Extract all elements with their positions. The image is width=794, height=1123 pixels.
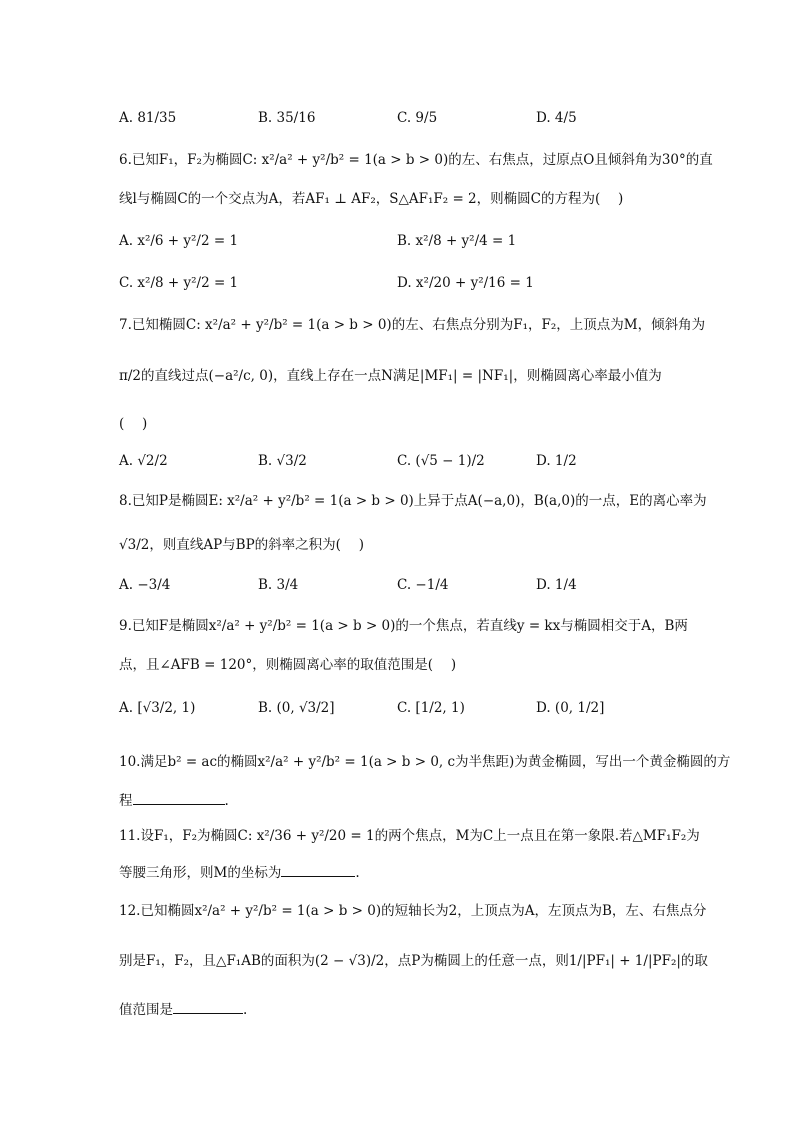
q11-stem-line-1: 11.设F₁，F₂为椭圆C: x²/36 + y²/20 = 1的两个焦点，M为C上一点且在第一象限.若△MF₁F₂为: [119, 828, 700, 844]
q5-option-c: C. 9/5: [397, 110, 438, 126]
q8-options: [119, 575, 679, 595]
q7-option-d: D. 1/2: [536, 453, 577, 469]
q8-option-a: A. −3/4: [119, 577, 171, 593]
q9-option-d: D. (0, 1/2]: [536, 700, 605, 716]
q6-stem-line-2: 线l与椭圆C的一个交点为A，若AF₁ ⊥ AF₂，S△AF₁F₂ = 2，则椭圆C的方程为( ): [119, 191, 624, 207]
q10-period: .: [224, 793, 229, 809]
q7-option-c: C. (√5 − 1)/2: [397, 453, 485, 469]
q8-stem-line-2: √3/2，则直线AP与BP的斜率之积为( ): [119, 537, 364, 553]
q7-options: [119, 451, 679, 471]
q9-option-c: C. [1/2, 1): [397, 700, 465, 716]
q11-period: .: [355, 865, 360, 881]
q6-options-row-2: [119, 273, 679, 293]
q12-stem-text: 值范围是: [119, 1002, 173, 1018]
q11-stem-line-2: [119, 862, 689, 883]
q9-option-b: B. (0, √3/2]: [258, 700, 335, 716]
q6-option-a: A. x²/6 + y²/2 = 1: [119, 233, 239, 249]
q12-stem-line-2: 别是F₁，F₂，且△F₁AB的面积为(2 − √3)/2，点P为椭圆上的任意一点，则1/|PF₁| + 1/|PF₂|的取: [119, 953, 708, 969]
q11-answer-blank[interactable]: [281, 862, 355, 877]
q9-option-a: A. [√3/2, 1): [119, 700, 196, 716]
q11-stem-text: 等腰三角形，则M的坐标为: [119, 865, 282, 881]
q9-options: [119, 698, 679, 718]
q12-stem-line-3: [119, 999, 689, 1020]
q8-stem-line-1: 8.已知P是椭圆E: x²/a² + y²/b² = 1(a > b > 0)上异于点A(−a,0)，B(a,0)的一点，E的离心率为: [119, 493, 707, 509]
q7-option-a: A. √2/2: [119, 453, 168, 469]
q12-answer-blank[interactable]: [173, 999, 243, 1014]
q6-options-row-1: [119, 231, 679, 251]
q10-answer-blank[interactable]: [133, 790, 225, 805]
q6-option-c: C. x²/8 + y²/2 = 1: [119, 275, 239, 291]
q5-option-a: A. 81/35: [119, 110, 177, 126]
q6-option-d: D. x²/20 + y²/16 = 1: [397, 275, 534, 291]
q12-period: .: [243, 1002, 248, 1018]
q10-stem-text: 程: [119, 793, 133, 809]
q12-stem-line-1: 12.已知椭圆x²/a² + y²/b² = 1(a > b > 0)的短轴长为2，上顶点为A，左顶点为B，左、右焦点分: [119, 903, 707, 919]
q5-option-b: B. 35/16: [258, 110, 316, 126]
q8-option-d: D. 1/4: [536, 577, 577, 593]
q10-stem-line-2: [119, 790, 689, 811]
q9-stem-line-1: 9.已知F是椭圆x²/a² + y²/b² = 1(a > b > 0)的一个焦点，若直线y = kx与椭圆相交于A，B两: [119, 618, 688, 634]
q9-stem-line-2: 点，且∠AFB = 120°，则椭圆离心率的取值范围是( ): [119, 657, 457, 673]
q8-option-c: C. −1/4: [397, 577, 449, 593]
q8-option-b: B. 3/4: [258, 577, 299, 593]
q7-stem-line-3: ( ): [119, 416, 148, 432]
q7-stem-line-1: 7.已知椭圆C: x²/a² + y²/b² = 1(a > b > 0)的左、右焦点分别为F₁，F₂，上顶点为M，倾斜角为: [119, 317, 706, 333]
q7-option-b: B. √3/2: [258, 453, 307, 469]
q6-stem-line-1: 6.已知F₁，F₂为椭圆C: x²/a² + y²/b² = 1(a > b > 0)的左、右焦点，过原点O且倾斜角为30°的直: [119, 152, 713, 168]
q10-stem-line-1: 10.满足b² = ac的椭圆x²/a² + y²/b² = 1(a > b > 0, c为半焦距)为黄金椭圆，写出一个黄金椭圆的方: [119, 754, 731, 770]
q7-stem-line-2: π/2的直线过点(−a²/c, 0)，直线上存在一点N满足|MF₁| = |NF₁|，则椭圆离心率最小值为: [119, 368, 662, 384]
q5-options: [119, 108, 679, 128]
q5-option-d: D. 4/5: [536, 110, 577, 126]
q6-option-b: B. x²/8 + y²/4 = 1: [397, 233, 517, 249]
